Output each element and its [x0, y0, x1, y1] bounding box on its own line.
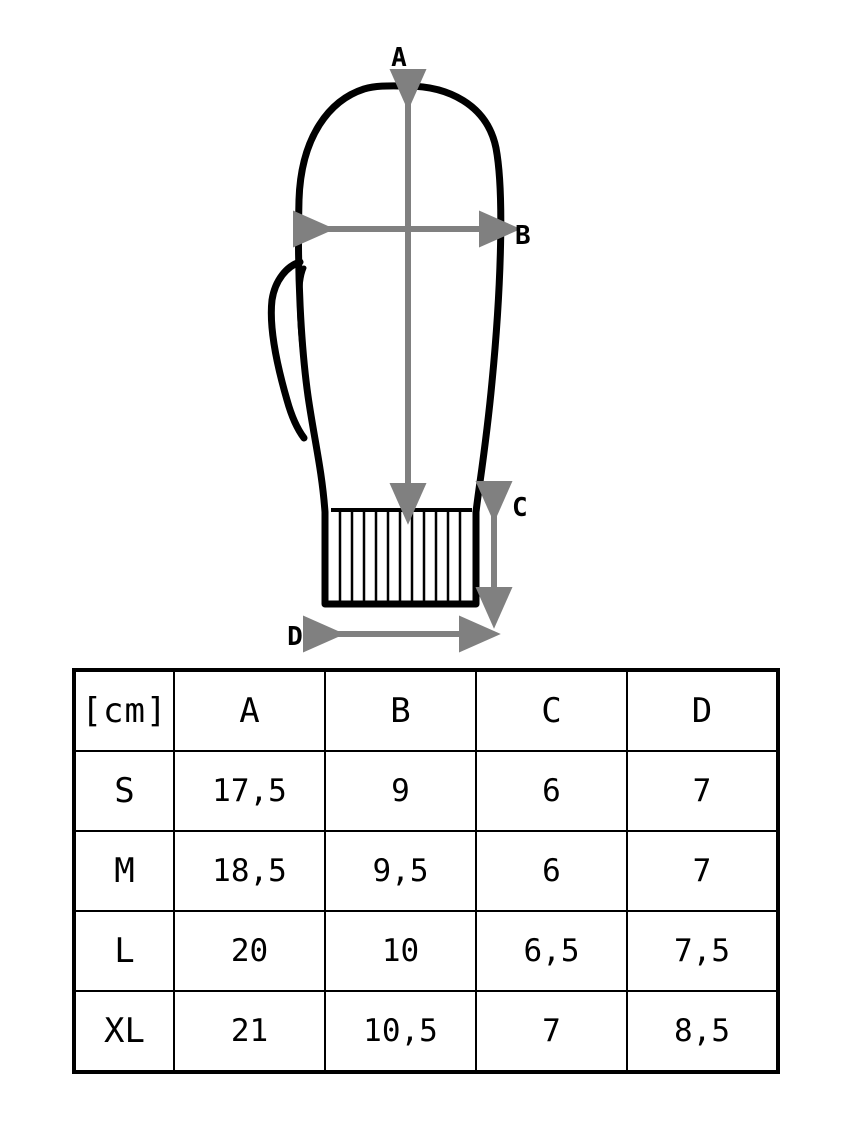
- cell-m-a: 18,5: [174, 831, 325, 911]
- cell-s-b: 9: [325, 751, 476, 831]
- label-c: C: [512, 493, 528, 523]
- cell-xl-d: 8,5: [627, 991, 778, 1072]
- size-label-m: M: [74, 831, 174, 911]
- size-table-container: [72, 668, 778, 1074]
- label-b: B: [515, 221, 531, 251]
- cell-xl-a: 21: [174, 991, 325, 1072]
- cell-s-a: 17,5: [174, 751, 325, 831]
- cell-l-a: 20: [174, 911, 325, 991]
- table-row: [74, 911, 778, 991]
- cell-l-c: 6,5: [476, 911, 627, 991]
- label-a: A: [391, 43, 407, 73]
- cell-s-d: 7: [627, 751, 778, 831]
- column-header-d: D: [627, 670, 778, 751]
- table-row: [74, 751, 778, 831]
- cell-xl-c: 7: [476, 991, 627, 1072]
- cell-l-b: 10: [325, 911, 476, 991]
- size-label-xl: XL: [74, 991, 174, 1072]
- cell-l-d: 7,5: [627, 911, 778, 991]
- table-header-row: [74, 670, 778, 751]
- size-label-s: S: [74, 751, 174, 831]
- column-header-b: B: [325, 670, 476, 751]
- table-row: [74, 991, 778, 1072]
- column-header-a: A: [174, 670, 325, 751]
- cell-s-c: 6: [476, 751, 627, 831]
- mitten-outline-group: [271, 86, 500, 604]
- label-d: D: [287, 622, 303, 652]
- size-table: [72, 668, 780, 1074]
- cell-m-b: 9,5: [325, 831, 476, 911]
- cell-m-d: 7: [627, 831, 778, 911]
- cell-xl-b: 10,5: [325, 991, 476, 1072]
- unit-header: [cm]: [74, 670, 174, 751]
- column-header-c: C: [476, 670, 627, 751]
- cell-m-c: 6: [476, 831, 627, 911]
- table-row: [74, 831, 778, 911]
- size-label-l: L: [74, 911, 174, 991]
